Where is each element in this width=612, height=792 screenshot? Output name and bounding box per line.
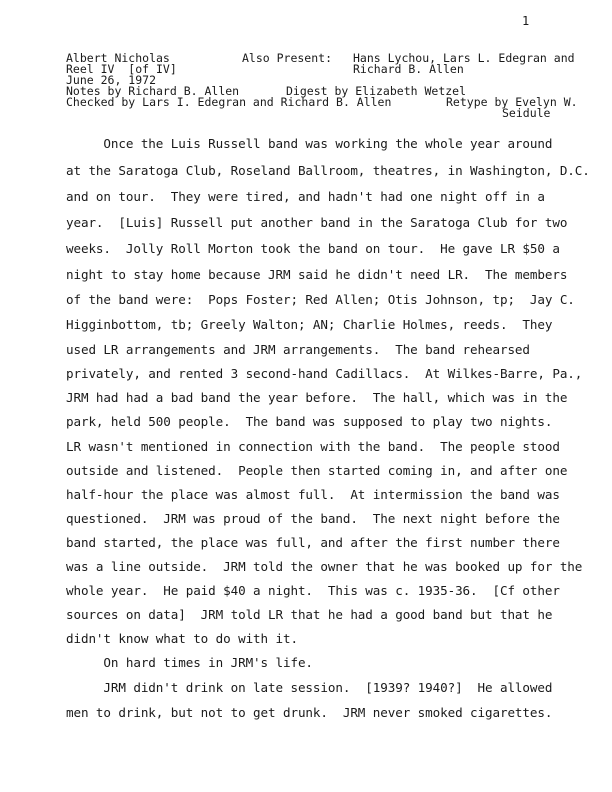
header-also-present-names-2: Richard B. Allen	[353, 62, 464, 76]
body-line: weeks. Jolly Roll Morton took the band on tour. He gave LR $50 a	[66, 241, 560, 256]
body-line: of the band were: Pops Foster; Red Allen; Otis Johnson, tp; Jay C.	[66, 292, 575, 307]
body-line: was a line outside. JRM told the owner that he was booked up for the	[66, 559, 583, 574]
body-line: at the Saratoga Club, Roseland Ballroom, theatres, in Washington, D.C.	[66, 163, 590, 178]
header-retype-name: Seidule	[502, 106, 551, 120]
body-line: and on tour. They were tired, and hadn't had one night off in a	[66, 189, 545, 204]
body-line: outside and listened. People then started coming in, and after one	[66, 463, 568, 478]
body-line: LR wasn't mentioned in connection with the band. The people stood	[66, 439, 560, 454]
body-line: used LR arrangements and JRM arrangements. The band rehearsed	[66, 342, 530, 357]
body-line: park, held 500 people. The band was supposed to play two nights.	[66, 414, 553, 429]
body-line: JRM didn't drink on late session. [1939? 1940?] He allowed	[66, 680, 553, 695]
body-line: night to stay home because JRM said he didn't need LR. The members	[66, 267, 568, 282]
body-line: half-hour the place was almost full. At intermission the band was	[66, 487, 560, 502]
header-notes-by: Notes by Richard B. Allen	[66, 84, 240, 98]
body-line: questioned. JRM was proud of the band. The next night before the	[66, 511, 560, 526]
body-line: year. [Luis] Russell put another band in the Saratoga Club for two	[66, 215, 568, 230]
header-also-present-label: Also Present:	[242, 51, 333, 65]
body-line: men to drink, but not to get drunk. JRM never smoked cigarettes.	[66, 705, 553, 720]
body-line: Once the Luis Russell band was working the whole year around	[66, 136, 553, 151]
body-line: sources on data] JRM told LR that he had a good band but that he	[66, 607, 553, 622]
body-line: privately, and rented 3 second-hand Cadillacs. At Wilkes-Barre, Pa.,	[66, 366, 583, 381]
body-line: band started, the place was full, and after the first number there	[66, 535, 560, 550]
header-also-present-names-1: Hans Lychou, Lars L. Edegran and	[353, 51, 575, 65]
header-date: June 26, 1972	[66, 73, 157, 87]
header-interviewee: Albert Nicholas	[66, 51, 170, 65]
body-line: didn't know what to do with it.	[66, 631, 298, 646]
body-line: Higginbottom, tb; Greely Walton; AN; Charlie Holmes, reeds. They	[66, 317, 553, 332]
body-line: JRM had had a bad band the year before. The hall, which was in the	[66, 390, 568, 405]
header-retype: Retype by Evelyn W.	[446, 95, 578, 109]
body-line: whole year. He paid $40 a night. This was c. 1935-36. [Cf other	[66, 583, 560, 598]
header-reel: Reel IV [of IV]	[66, 62, 177, 76]
header-checked-by: Checked by Lars I. Edegran and Richard B. Allen	[66, 95, 392, 109]
header-digest: Digest by Elizabeth Wetzel	[286, 84, 467, 98]
page-number: 1	[522, 14, 530, 28]
body-line: On hard times in JRM's life.	[66, 655, 313, 670]
